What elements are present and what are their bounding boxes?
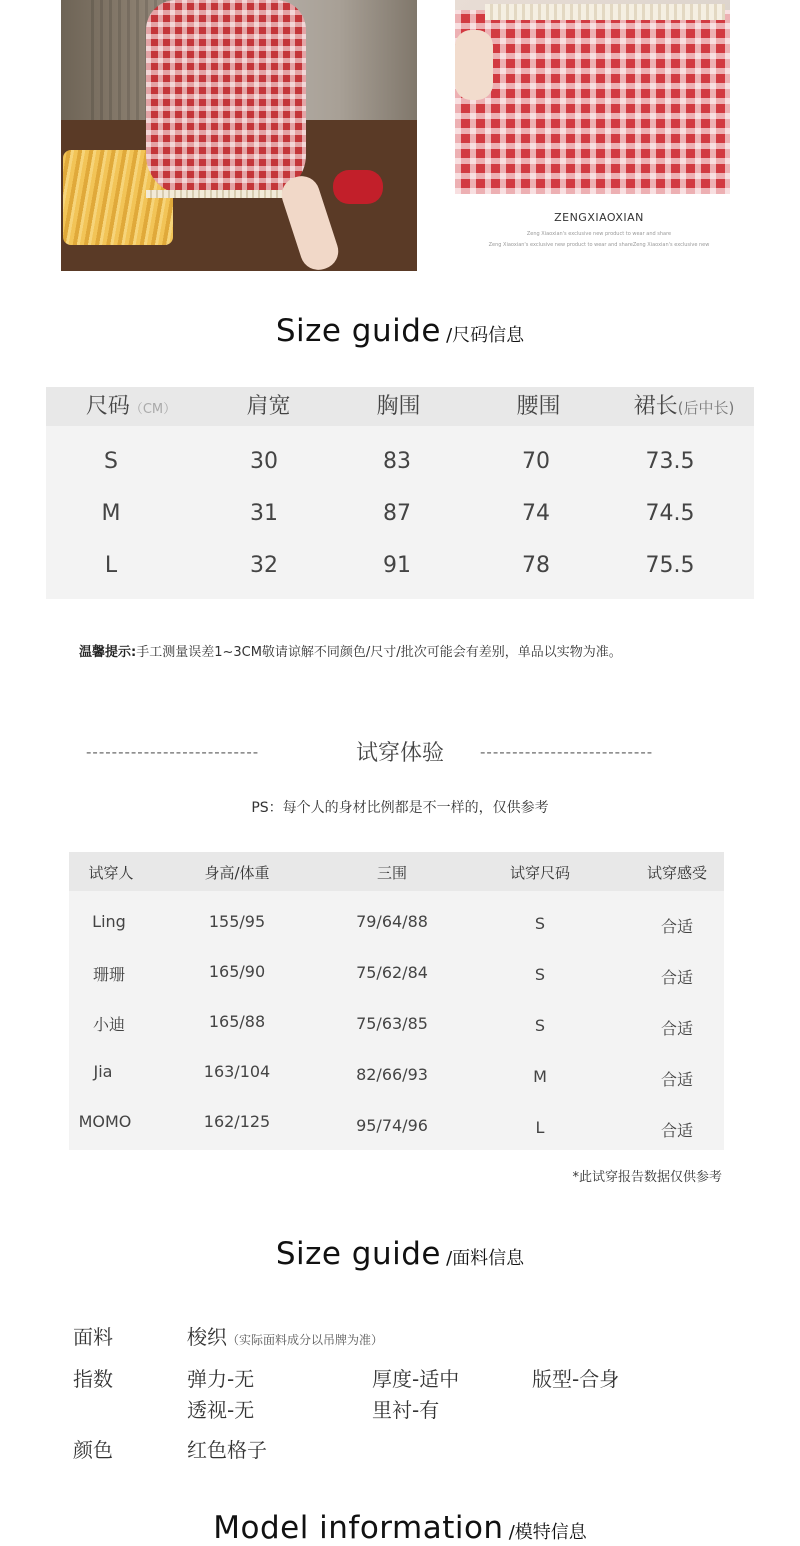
header-length: 裙长(后中长): [633, 394, 735, 419]
fabric-value: 梭织（实际面料成分以吊牌为准）: [187, 1325, 384, 1349]
model-info-title-zh: /模特信息: [508, 1522, 587, 1543]
size-cell: 87: [383, 501, 411, 526]
size-table: [46, 387, 754, 599]
fabric-guide-heading: [0, 1236, 800, 1272]
height-weight: 163/104: [203, 1062, 271, 1081]
brand-tagline-2: Zeng Xiaoxian's exclusive new product to wear and shareZeng Xiaoxian's exclusive new: [488, 242, 710, 248]
fabric-guide-title-en: Size guide: [275, 1236, 441, 1272]
size-cell: 75.5: [645, 553, 695, 578]
header-tried-size: 试穿尺码: [509, 864, 570, 882]
height-weight: 162/125: [203, 1112, 271, 1131]
gingham-fabric-detail: [455, 10, 730, 194]
lining: 里衬-有: [372, 1398, 440, 1422]
divider-left: ---------------------------: [86, 743, 260, 761]
measurements: 82/66/93: [356, 1065, 428, 1084]
tried-size: M: [533, 1067, 547, 1086]
fit-feeling: 合适: [660, 968, 693, 987]
brand-tagline-1: Zeng Xiaoxian's exclusive new product to wear and share: [526, 231, 672, 237]
fit-feeling: 合适: [660, 1070, 693, 1089]
see-through: 透视-无: [187, 1398, 255, 1422]
red-gingham-dress: [146, 0, 306, 195]
size-cell: 74: [522, 501, 550, 526]
header-feeling: 试穿感受: [646, 864, 707, 882]
measurements: 79/64/88: [356, 912, 428, 931]
size-cell: M: [101, 501, 121, 526]
model-info-title-en: Model information: [213, 1510, 504, 1546]
measurements: 75/62/84: [356, 963, 428, 982]
divider-right: ---------------------------: [480, 743, 654, 761]
fit-feeling: 合适: [660, 1019, 693, 1038]
fit-feeling: 合适: [660, 1121, 693, 1140]
tester-name: Ling: [92, 912, 126, 931]
size-cell: 73.5: [645, 449, 695, 474]
tried-size: S: [534, 914, 546, 933]
size-cell: 78: [522, 553, 550, 578]
try-on-footnote: *此试穿报告数据仅供参考: [572, 1170, 722, 1185]
header-height-weight: 身高/体重: [204, 864, 270, 882]
size-cell: 30: [250, 449, 278, 474]
measurements: 95/74/96: [356, 1116, 428, 1135]
size-guide-title-en: Size guide: [275, 313, 441, 349]
size-cell: 32: [250, 553, 278, 578]
color-value: 红色格子: [187, 1438, 267, 1462]
fit-type: 版型-合身: [532, 1367, 620, 1391]
measurement-tip: [79, 641, 622, 660]
size-guide-heading: [0, 313, 800, 349]
elasticity: 弹力-无: [187, 1367, 255, 1391]
size-cell: 31: [250, 501, 278, 526]
header-tester: 试穿人: [88, 864, 134, 882]
header-waist: 腰围: [516, 394, 561, 419]
fabric-note: （实际面料成分以吊牌为准）: [227, 1333, 384, 1347]
brand-name: ZENGXIAOXIAN: [554, 211, 644, 224]
tip-label: 温馨提示:: [79, 645, 137, 660]
try-on-title: 试穿体验: [355, 741, 444, 766]
hand: [455, 30, 493, 100]
tester-name: Jia: [93, 1062, 113, 1081]
model-info-heading: [0, 1510, 800, 1546]
product-photo-left: [61, 0, 417, 271]
measurements: 75/63/85: [356, 1014, 428, 1033]
lace-trim: [485, 4, 725, 20]
try-on-note: PS：每个人的身材比例都是不一样的，仅供参考: [251, 800, 549, 816]
tip-text: 手工测量误差1~3CM敬请谅解不同颜色/尺寸/批次可能会有差别，单品以实物为准。: [136, 645, 622, 660]
index-label: 指数: [73, 1367, 113, 1391]
height-weight: 165/90: [208, 962, 266, 981]
tester-name: 小迪: [92, 1015, 125, 1034]
header-shoulder: 肩宽: [246, 394, 291, 419]
tried-size: S: [534, 1016, 546, 1035]
tried-size: L: [535, 1118, 545, 1137]
fabric-label: 面料: [73, 1325, 113, 1349]
header-bust: 胸围: [376, 394, 421, 419]
size-cell: 83: [383, 449, 411, 474]
thickness: 厚度-适中: [372, 1367, 460, 1391]
header-size: 尺码（CM）: [85, 394, 177, 419]
tester-name: MOMO: [78, 1112, 132, 1131]
color-label: 颜色: [73, 1438, 113, 1462]
tried-size: S: [534, 965, 546, 984]
size-cell: L: [104, 553, 118, 578]
fabric-guide-title-zh: /面料信息: [446, 1248, 525, 1269]
product-photo-detail: [455, 0, 730, 194]
size-guide-title-zh: /尺码信息: [446, 325, 525, 346]
size-cell: 70: [522, 449, 550, 474]
height-weight: 155/95: [208, 912, 266, 931]
tester-name: 珊珊: [92, 965, 125, 984]
header-measurements: 三围: [376, 864, 407, 882]
size-cell: S: [104, 449, 118, 474]
try-on-table: [69, 852, 724, 1150]
fit-feeling: 合适: [660, 917, 693, 936]
height-weight: 165/88: [208, 1012, 266, 1031]
size-cell: 74.5: [645, 501, 695, 526]
size-cell: 91: [383, 553, 411, 578]
red-shoe: [333, 170, 383, 204]
